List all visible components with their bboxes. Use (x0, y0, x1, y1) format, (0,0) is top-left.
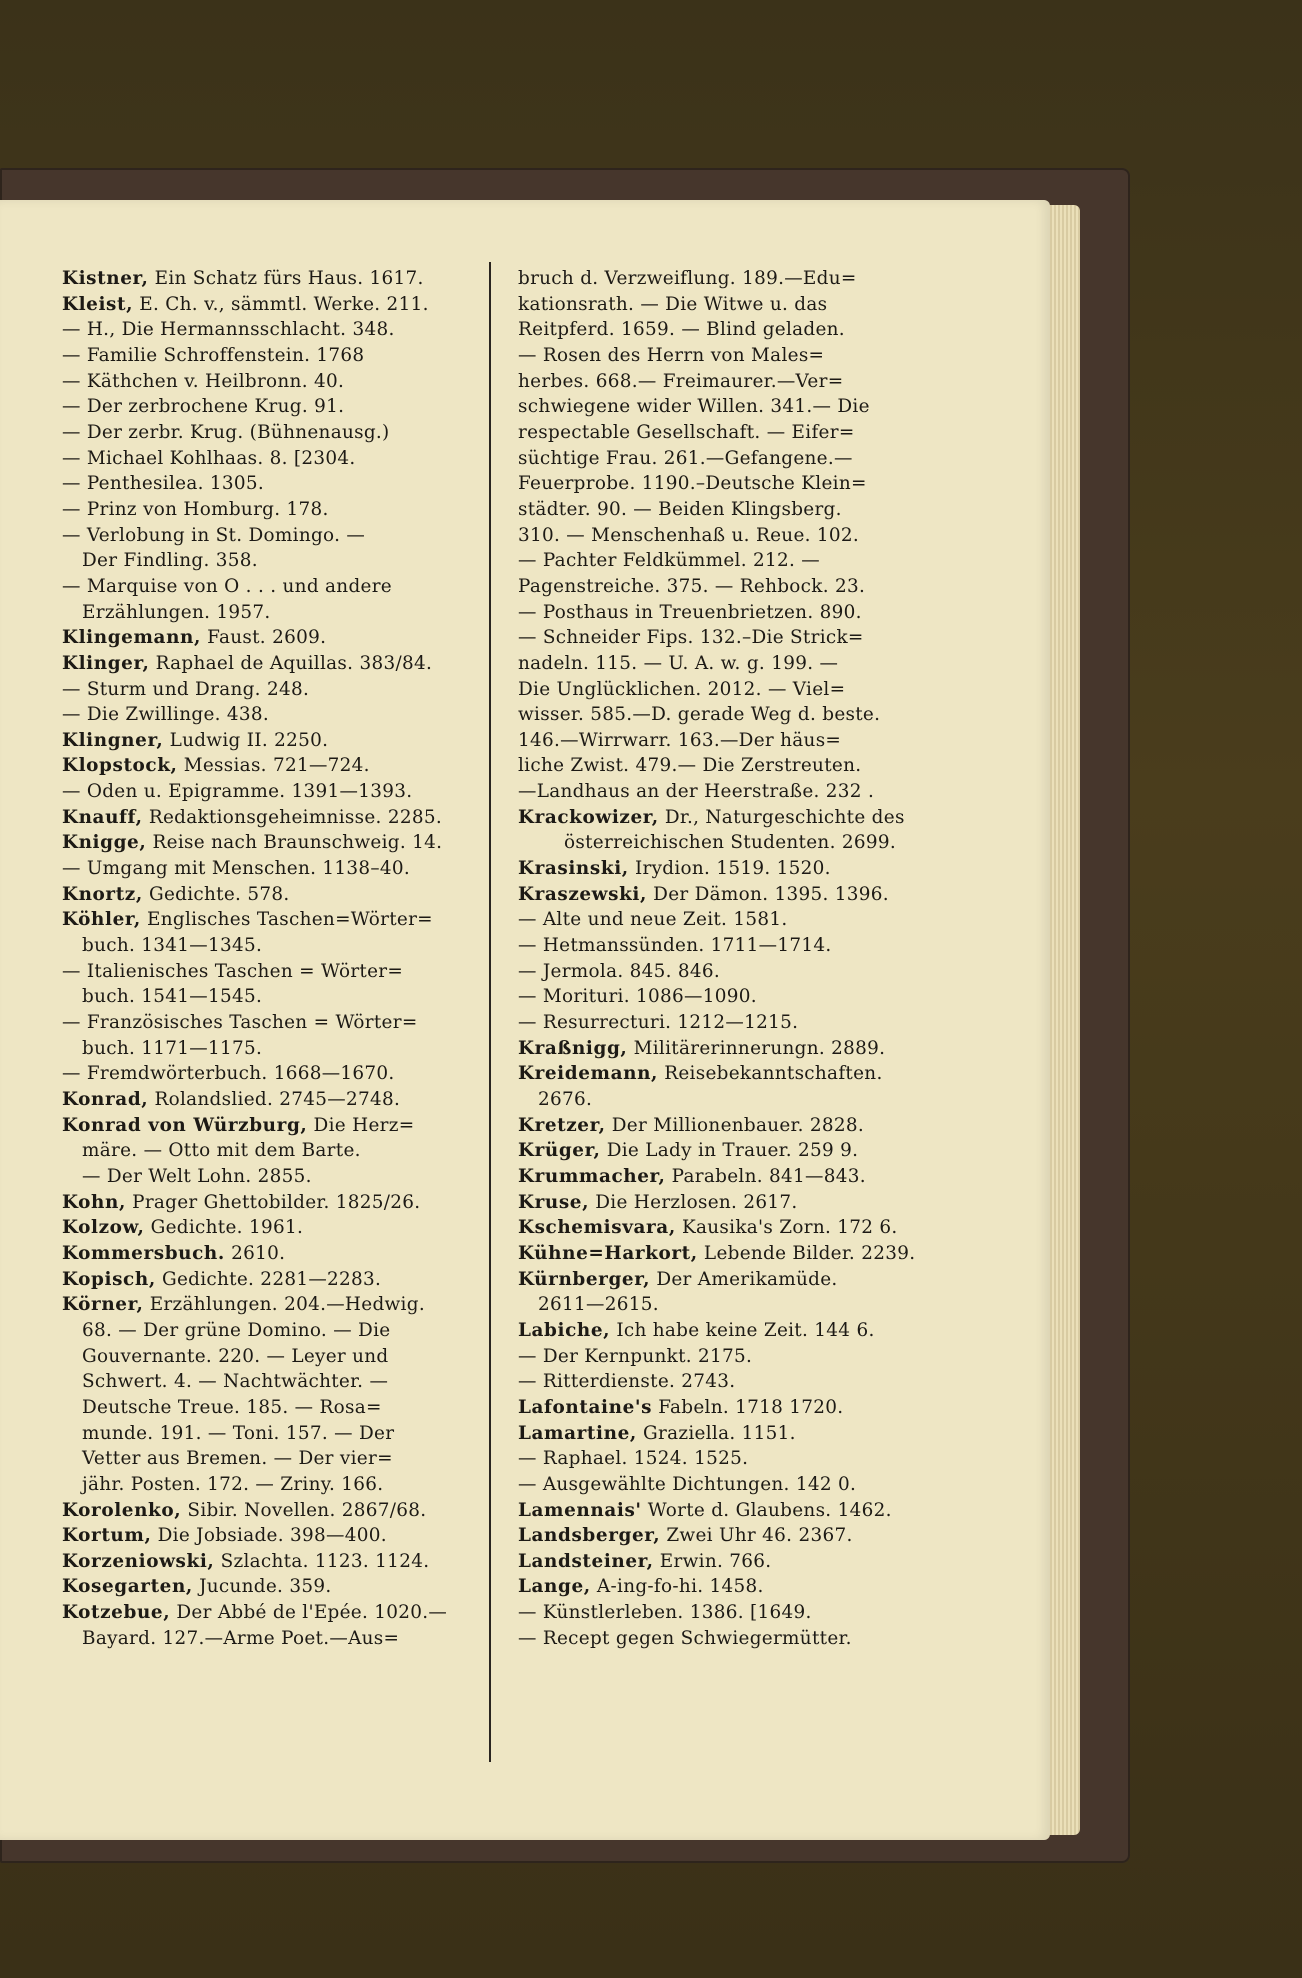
headword: Landsteiner, (518, 1550, 654, 1572)
entry-text: Erzählungen. 204.—Hedwig. (143, 1294, 425, 1316)
index-entry (518, 369, 940, 395)
index-entry (62, 394, 484, 420)
index-entry (518, 702, 940, 728)
entry-text: buch. 1171—1175. (82, 1037, 263, 1059)
entry-text: —Landhaus an der Heerstraße. 232 . (518, 781, 875, 803)
index-entry (62, 933, 484, 959)
entry-text: — Prinz von Homburg. 178. (62, 498, 329, 520)
entry-text: Ein Schatz fürs Haus. 1617. (148, 268, 424, 289)
entry-text: Gedichte. 1961. (144, 1217, 304, 1239)
index-entry (62, 1395, 484, 1421)
headword: Konrad, (62, 1089, 149, 1110)
headword: Kosegarten, (62, 1576, 193, 1598)
headword: Landsberger, (518, 1525, 661, 1547)
index-entry (62, 1010, 484, 1036)
headword: Korolenko, (62, 1499, 182, 1521)
index-entry (62, 420, 484, 446)
entry-text: Militärerinnerungn. 2889. (627, 1037, 886, 1059)
entry-text: Sibir. Novellen. 2867/68. (181, 1499, 427, 1521)
entry-text: Rolandslied. 2745—2748. (148, 1089, 401, 1110)
entry-text: — Jermola. 845. 846. (518, 960, 721, 982)
index-entry (62, 1241, 484, 1267)
entry-text: — Raphael. 1524. 1525. (518, 1448, 749, 1470)
headword: Klingemann, (62, 627, 202, 649)
headword: Kretzer, (518, 1114, 606, 1136)
index-entry (62, 1574, 484, 1600)
entry-text: — Die Zwillinge. 438. (62, 704, 270, 726)
entry-text: — Recept gegen Schwiegermütter. (518, 1627, 852, 1649)
index-entry (518, 523, 940, 549)
index-entry (518, 1523, 940, 1549)
entry-text: 2611—2615. (538, 1294, 659, 1316)
book-page (0, 200, 1050, 1840)
index-entry (518, 471, 940, 497)
entry-text: Reisebekanntschaften. (658, 1063, 883, 1085)
index-entry (62, 830, 484, 856)
entry-text: Der Abbé de l'Epée. 1020.— (170, 1602, 448, 1624)
index-entry (518, 266, 940, 292)
index-entry (518, 984, 940, 1010)
headword: Kreidemann, (518, 1063, 659, 1085)
entry-text: — Marquise von O . . . und andere (62, 575, 392, 597)
entry-text: Faust. 2609. (201, 627, 327, 649)
entry-text: Reise nach Braunschweig. 14. (146, 832, 443, 854)
entry-text: Der Amerikamüde. (650, 1268, 838, 1290)
index-entry (518, 1267, 940, 1293)
index-entry (62, 651, 484, 677)
index-entry (518, 317, 940, 343)
headword: Körner, (62, 1294, 144, 1316)
entry-text: Redaktionsgeheimnisse. 2285. (142, 806, 442, 828)
entry-text: österreichischen Studenten. 2699. (564, 832, 897, 854)
entry-text: — Der zerbr. Krug. (Bühnenausg.) (62, 421, 390, 443)
index-entry (62, 1421, 484, 1447)
index-entry (518, 856, 940, 882)
entry-text: — Umgang mit Menschen. 1138–40. (62, 858, 411, 880)
headword: Kühne=Harkort, (518, 1242, 698, 1264)
index-entry (518, 651, 940, 677)
entry-text: Lebende Bilder. 2239. (697, 1242, 916, 1264)
index-entry (62, 1472, 484, 1498)
entry-text: — Der zerbrochene Krug. 91. (62, 396, 345, 418)
index-entry (62, 702, 484, 728)
headword: Kistner, (62, 268, 149, 289)
index-entry (518, 625, 940, 651)
index-entry (518, 779, 940, 805)
headword: Konrad von Würzburg, (62, 1114, 308, 1136)
entry-text: Gedichte. 578. (142, 883, 290, 905)
index-entry (518, 292, 940, 318)
entry-text: Reitpferd. 1659. — Blind geladen. (518, 319, 845, 341)
index-entry (62, 1113, 484, 1139)
index-entry (62, 1446, 484, 1472)
headword: Knauff, (62, 806, 143, 828)
index-entry (62, 548, 484, 574)
entry-text: Gouvernante. 220. — Leyer und (82, 1345, 389, 1367)
entry-text: Feuerprobe. 1190.–Deutsche Klein= (518, 473, 867, 495)
headword: Krackowizer, (518, 806, 659, 828)
index-entry (62, 600, 484, 626)
headword: Kohn, (62, 1191, 126, 1213)
headword: Köhler, (62, 909, 141, 931)
entry-text: munde. 191. — Toni. 157. — Der (82, 1422, 395, 1444)
index-entry (62, 1164, 484, 1190)
entry-text: — Ritterdienste. 2743. (518, 1371, 736, 1393)
index-entry (62, 446, 484, 472)
index-entry (518, 394, 940, 420)
index-entry (518, 1395, 940, 1421)
column-divider (489, 262, 491, 1762)
index-entry (62, 625, 484, 651)
index-entry (518, 1138, 940, 1164)
index-entry (518, 1036, 940, 1062)
index-entry (62, 882, 484, 908)
index-entry (518, 1600, 940, 1626)
entry-text: bruch d. Verzweiflung. 189.—Edu= (518, 268, 857, 289)
index-entry (518, 1446, 940, 1472)
index-entry (518, 805, 940, 831)
entry-text: Bayard. 127.—Arme Poet.—Aus= (82, 1627, 400, 1649)
headword: Kleist, (62, 293, 134, 315)
entry-text: Die Lady in Trauer. 259 9. (600, 1140, 859, 1162)
entry-text: buch. 1541—1545. (82, 986, 263, 1008)
entry-text: — Michael Kohlhaas. 8. [2304. (62, 447, 356, 469)
index-entry (518, 753, 940, 779)
entry-text: Pagenstreiche. 375. — Rehbock. 23. (518, 575, 866, 597)
entry-text: wisser. 585.—D. gerade Weg d. beste. (518, 704, 881, 726)
index-entry (62, 292, 484, 318)
headword: Krummacher, (518, 1165, 666, 1187)
entry-text: — Französisches Taschen = Wörter= (62, 1012, 418, 1034)
index-entry (62, 1138, 484, 1164)
index-entry (518, 1113, 940, 1139)
index-entry (518, 1292, 940, 1318)
entry-text: — Morituri. 1086—1090. (518, 986, 757, 1008)
entry-text: Parabeln. 841—843. (665, 1165, 866, 1187)
entry-text: 2610. (224, 1242, 286, 1264)
index-entry (518, 907, 940, 933)
headword: Krasinski, (518, 858, 629, 880)
index-entry (62, 1523, 484, 1549)
headword: Kürnberger, (518, 1268, 651, 1290)
headword: Kraßnigg, (518, 1037, 628, 1059)
entry-text: liche Zwist. 479.— Die Zerstreuten. (518, 755, 862, 777)
index-entry (518, 420, 940, 446)
entry-text: Irydion. 1519. 1520. (628, 858, 831, 880)
index-entry (518, 1010, 940, 1036)
entry-text: — Resurrecturi. 1212—1215. (518, 1012, 799, 1034)
index-entry (518, 1164, 940, 1190)
index-entry (518, 1087, 940, 1113)
index-entry (62, 984, 484, 1010)
index-entry (518, 1215, 940, 1241)
entry-text: — Der Kernpunkt. 2175. (518, 1345, 753, 1367)
entry-text: Gedichte. 2281—2283. (155, 1268, 382, 1290)
index-entry (62, 1190, 484, 1216)
index-entry (62, 266, 484, 292)
entry-text: A-ing-fo-hi. 1458. (590, 1576, 764, 1598)
headword: Knortz, (62, 883, 143, 905)
headword: Kruse, (518, 1191, 590, 1213)
entry-text: Die Unglücklichen. 2012. — Viel= (518, 678, 846, 700)
index-entry (62, 1292, 484, 1318)
entry-text: Der Findling. 358. (82, 550, 258, 572)
headword: Klopstock, (62, 755, 178, 777)
index-entry (62, 779, 484, 805)
entry-text: — Sturm und Drang. 248. (62, 678, 310, 700)
headword: Lange, (518, 1576, 591, 1598)
entry-text: Prager Ghettobilder. 1825/26. (126, 1191, 421, 1213)
index-entry (62, 1061, 484, 1087)
entry-text: schwiegene wider Willen. 341.— Die (518, 396, 870, 418)
index-entry (62, 753, 484, 779)
index-entry (62, 1626, 484, 1652)
index-entry (62, 728, 484, 754)
headword: Klingner, (62, 729, 164, 751)
index-entry (62, 805, 484, 831)
entry-text: respectable Gesellschaft. — Eifer= (518, 421, 855, 443)
index-entry (518, 1061, 940, 1087)
entry-text: Vetter aus Bremen. — Der vier= (82, 1448, 393, 1470)
index-entry (62, 1549, 484, 1575)
entry-text: Ludwig II. 2250. (163, 729, 329, 751)
headword: Lamartine, (518, 1422, 637, 1444)
entry-text: städter. 90. — Beiden Klingsberg. (518, 498, 842, 520)
index-entry (62, 523, 484, 549)
index-entry (518, 1472, 940, 1498)
headword: Lafontaine's (518, 1396, 653, 1418)
headword: Kschemisvara, (518, 1217, 676, 1239)
entry-text: Der Dämon. 1395. 1396. (647, 883, 889, 905)
headword: Korzeniowski, (62, 1550, 215, 1572)
headword: Kolzow, (62, 1217, 145, 1239)
headword: Kommersbuch. (62, 1242, 225, 1264)
entry-text: nadeln. 115. — U. A. w. g. 199. — (518, 652, 839, 674)
entry-text: Schwert. 4. — Nachtwächter. — (82, 1371, 389, 1393)
index-entry (518, 959, 940, 985)
entry-text: Fabeln. 1718 1720. (652, 1396, 844, 1418)
index-entry (518, 1344, 940, 1370)
index-entry (62, 1318, 484, 1344)
entry-text: — Pachter Feldkümmel. 212. — (518, 550, 821, 572)
index-entry (518, 600, 940, 626)
headword: Kortum, (62, 1525, 152, 1547)
headword: Kotzebue, (62, 1602, 171, 1624)
index-entry (518, 1626, 940, 1652)
entry-text: — H., Die Hermannsschlacht. 348. (62, 319, 395, 341)
entry-text: — Fremdwörterbuch. 1668—1670. (62, 1063, 395, 1085)
entry-text: Messias. 721—724. (177, 755, 370, 777)
index-entry (62, 856, 484, 882)
index-entry (518, 882, 940, 908)
index-entry (62, 907, 484, 933)
entry-text: — Rosen des Herrn von Males= (518, 344, 825, 366)
right-column (518, 266, 940, 1651)
entry-text: — Alte und neue Zeit. 1581. (518, 909, 788, 931)
entry-text: Ich habe keine Zeit. 144 6. (610, 1319, 875, 1341)
entry-text: — Italienisches Taschen = Wörter= (62, 960, 404, 982)
index-entry (518, 1549, 940, 1575)
entry-text: — Verlobung in St. Domingo. — (62, 524, 366, 546)
index-entry (518, 1574, 940, 1600)
headword: Lamennais' (518, 1499, 642, 1521)
entry-text: süchtige Frau. 261.—Gefangene.— (518, 447, 853, 469)
index-entry (62, 1215, 484, 1241)
index-entry (518, 677, 940, 703)
entry-text: Die Herzlosen. 2617. (589, 1191, 798, 1213)
entry-text: Worte d. Glaubens. 1462. (641, 1499, 892, 1521)
index-entry (62, 1267, 484, 1293)
entry-text: Englisches Taschen=Wörter= (140, 909, 433, 931)
index-entry (62, 369, 484, 395)
index-entry (518, 1241, 940, 1267)
index-entry (62, 1600, 484, 1626)
entry-text: Kausika's Zorn. 172 6. (675, 1217, 898, 1239)
index-entry (62, 1498, 484, 1524)
index-entry (62, 471, 484, 497)
entry-text: Szlachta. 1123. 1124. (214, 1550, 430, 1572)
headword: Labiche, (518, 1319, 611, 1341)
index-entry (62, 574, 484, 600)
entry-text: — Der Welt Lohn. 2855. (82, 1165, 312, 1187)
index-entry (518, 446, 940, 472)
entry-text: — Schneider Fips. 132.–Die Strick= (518, 627, 864, 649)
left-column (62, 266, 484, 1651)
index-entry (62, 1087, 484, 1113)
index-entry (62, 1344, 484, 1370)
headword: Krüger, (518, 1140, 601, 1162)
index-entry (518, 1421, 940, 1447)
entry-text: — Künstlerleben. 1386. [1649. (518, 1602, 812, 1624)
entry-text: Die Herz= (307, 1114, 415, 1136)
index-entry (518, 728, 940, 754)
entry-text: Die Jobsiade. 398—400. (151, 1525, 387, 1547)
index-entry (62, 317, 484, 343)
entry-text: 310. — Menschenhaß u. Reue. 102. (518, 524, 860, 546)
index-entry (62, 343, 484, 369)
entry-text: — Penthesilea. 1305. (62, 473, 265, 495)
index-entry (518, 497, 940, 523)
index-entry (518, 1498, 940, 1524)
headword: Klinger, (62, 652, 150, 674)
entry-text: 68. — Der grüne Domino. — Die (82, 1319, 391, 1341)
index-entry (518, 933, 940, 959)
entry-text: Graziella. 1151. (636, 1422, 796, 1444)
entry-text: — Hetmanssünden. 1711—1714. (518, 935, 832, 957)
entry-text: Erzählungen. 1957. (82, 601, 271, 623)
index-entry (518, 574, 940, 600)
entry-text: Raphael de Aquillas. 383/84. (149, 652, 433, 674)
entry-text: 146.—Wirrwarr. 163.—Der häus= (518, 729, 842, 751)
index-entry (518, 1318, 940, 1344)
entry-text: buch. 1341—1345. (82, 935, 263, 957)
entry-text: Deutsche Treue. 185. — Rosa= (82, 1396, 382, 1418)
entry-text: — Ausgewählte Dichtungen. 142 0. (518, 1473, 857, 1495)
entry-text: — Posthaus in Treuenbrietzen. 890. (518, 601, 862, 623)
entry-text: Dr., Naturgeschichte des (658, 806, 905, 828)
index-entry (62, 1036, 484, 1062)
entry-text: Der Millionenbauer. 2828. (605, 1114, 865, 1136)
index-entry (518, 830, 940, 856)
index-entry (62, 959, 484, 985)
headword: Kraszewski, (518, 883, 648, 905)
headword: Knigge, (62, 832, 147, 854)
index-entry (62, 677, 484, 703)
entry-text: — Käthchen v. Heilbronn. 40. (62, 370, 345, 392)
index-entry (62, 1369, 484, 1395)
entry-text: Erwin. 766. (653, 1550, 772, 1572)
entry-text: Zwei Uhr 46. 2367. (660, 1525, 853, 1547)
entry-text: kationsrath. — Die Witwe u. das (518, 293, 828, 315)
entry-text: Jucunde. 359. (192, 1576, 332, 1598)
entry-text: 2676. (538, 1089, 593, 1110)
entry-text: jähr. Posten. 172. — Zriny. 166. (82, 1473, 384, 1495)
index-entry (518, 548, 940, 574)
entry-text: — Familie Schroffenstein. 1768 (62, 344, 365, 366)
headword: Kopisch, (62, 1268, 156, 1290)
entry-text: herbes. 668.— Freimaurer.—Ver= (518, 370, 844, 392)
entry-text: E. Ch. v., sämmtl. Werke. 211. (133, 293, 429, 315)
index-entry (518, 343, 940, 369)
index-entry (518, 1369, 940, 1395)
entry-text: märe. — Otto mit dem Barte. (82, 1140, 361, 1162)
index-entry (62, 497, 484, 523)
entry-text: — Oden u. Epigramme. 1391—1393. (62, 781, 413, 803)
index-entry (518, 1190, 940, 1216)
